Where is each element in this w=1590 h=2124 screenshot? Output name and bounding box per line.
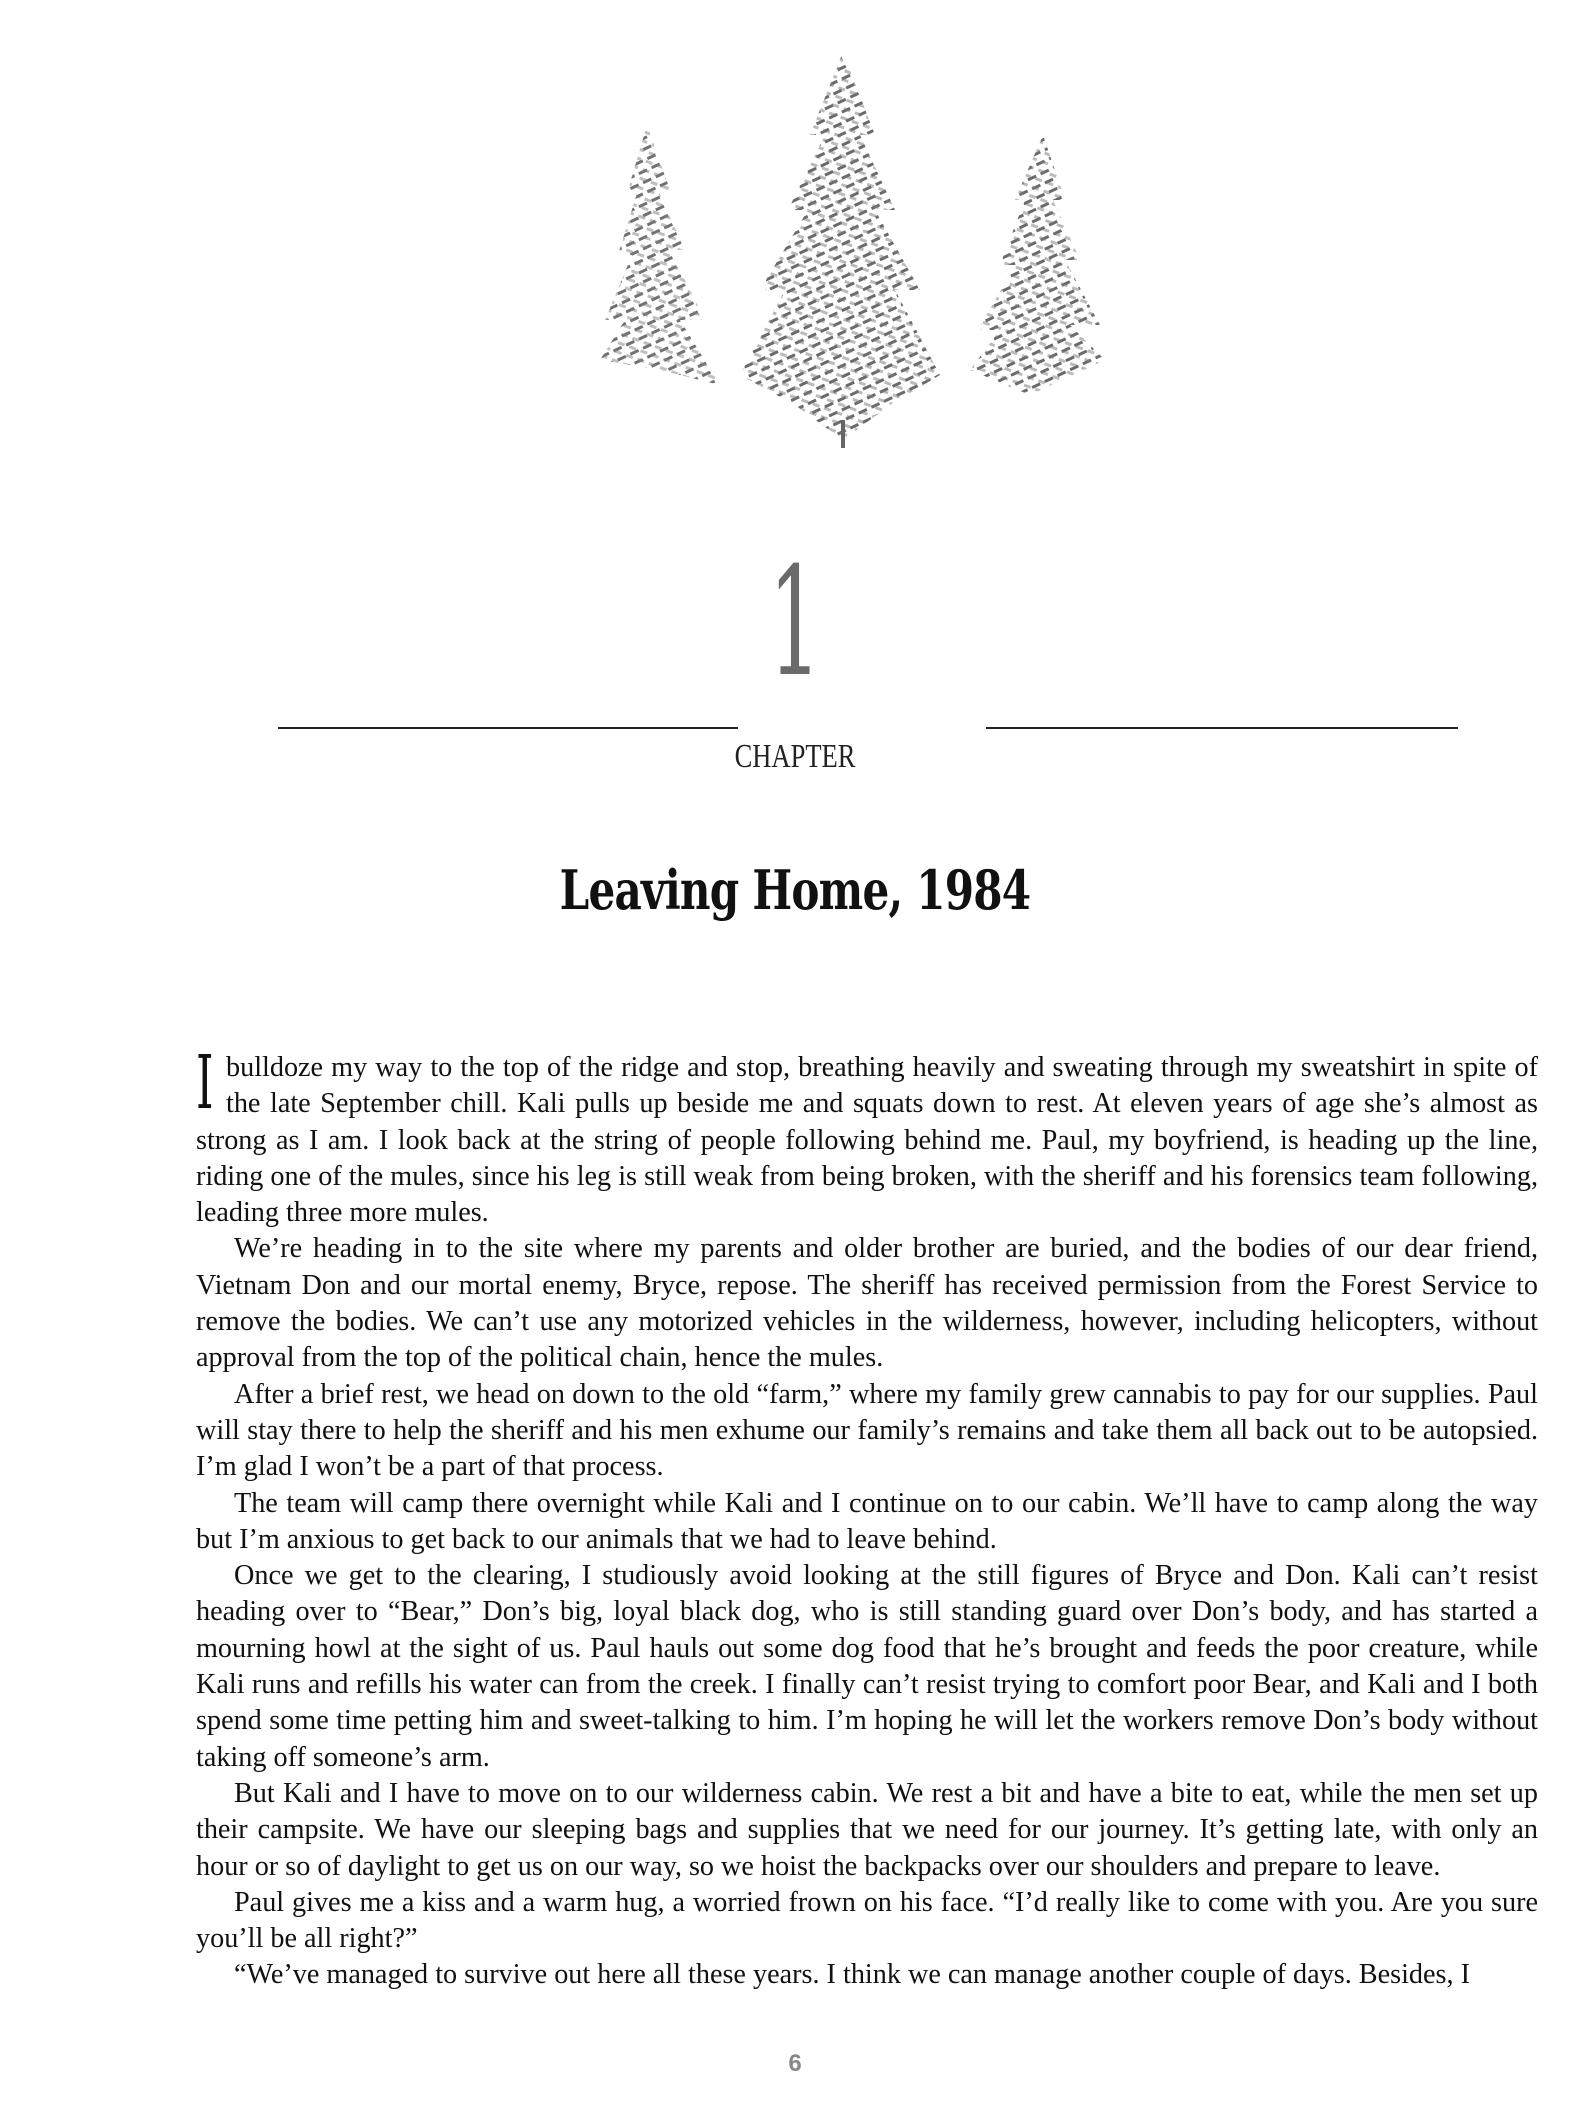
right-pine-icon [970, 135, 1105, 395]
paragraph: Once we get to the clearing, I studiously avoid looking at the still figures of Bryce and Don. Kali can’t resist heading over to “Bear,” Don’s big, loyal black dog, who is still standing guard over Don’s body, and has started a mourning howl at the sight of us. Paul hauls out some dog food that he’s brought and feeds the poor creature, while Kali runs and refills his water can from the creek. I finally can’t resist trying to comfort poor Bear, and Kali and I both spend some time petting him and sweet-talking to him. I’m hoping he will let the workers remove Don’s body without taking off someone’s arm. [196, 1560, 1538, 1773]
paragraph: But Kali and I have to move on to our wilderness cabin. We rest a bit and have a bite to eat, while the men set up their campsite. We have our sleeping bags and supplies that we need for our journey. It’s getting late, with only an hour or so of daylight to get us on our way, so we hoist the backpacks over our shoulders and prepare to leave. [196, 1777, 1538, 1882]
paragraph: The team will camp there overnight while Kali and I continue on to our cabin. We’ll have to camp along the way but I’m anxious to get back to our animals that we had to leave behind. [196, 1487, 1538, 1555]
left-pine-icon [600, 125, 720, 385]
center-pine-icon [740, 52, 940, 448]
paragraph-text: bulldoze my way to the top of the ridge and stop, breathing heavily and sweating through my sweatshirt in spite of the late September chill. Kali pulls up beside me and squats down to rest. At eleven years of age she’s almost as strong as I am. I look back at the string of people following behind me. Paul, my boyfriend, is heading up the line, riding one of the mules, since his leg is still weak from being broken, with the sheriff and his forensics team following, leading three more mules. [196, 1052, 1538, 1229]
paragraph: We’re heading in to the site where my parents and older brother are buried, and the bodies of our dear friend, Vietnam Don and our mortal enemy, Bryce, repose. The sheriff has received permission from the Forest Service to remove the bodies. We can’t use any motorized vehicles in the wilderness, however, including helicopters, without approval from the top of the political chain, hence the mules. [196, 1233, 1538, 1374]
chapter-number: 1 [768, 536, 822, 710]
page-number: 6 [788, 2050, 802, 2077]
chapter-rule-right [986, 727, 1458, 729]
paragraph [196, 1040, 1538, 1231]
paragraph: “We’ve managed to survive out here all these years. I think we can manage another couple of days. Besides, I [234, 1959, 1470, 1991]
chapter-rule-left [278, 727, 738, 729]
pine-trees-illustration [560, 40, 1140, 460]
chapter-label: CHAPTER [734, 738, 856, 775]
paragraph: After a brief rest, we head on down to the old “farm,” where my family grew cannabis to pay for our supplies. Paul will stay there to help the sheriff and his men exhume our family’s remains and take them all back out to be autopsied. I’m glad I won’t be a part of that process. [196, 1378, 1538, 1483]
paragraph: Paul gives me a kiss and a warm hug, a worried frown on his face. “I’d really like to come with you. Are you sure you’ll be all right?” [196, 1886, 1538, 1955]
chapter-title: Leaving Home, 1984 [559, 858, 1031, 922]
drop-cap: I [196, 1040, 214, 1126]
body-text [196, 1040, 1538, 1994]
